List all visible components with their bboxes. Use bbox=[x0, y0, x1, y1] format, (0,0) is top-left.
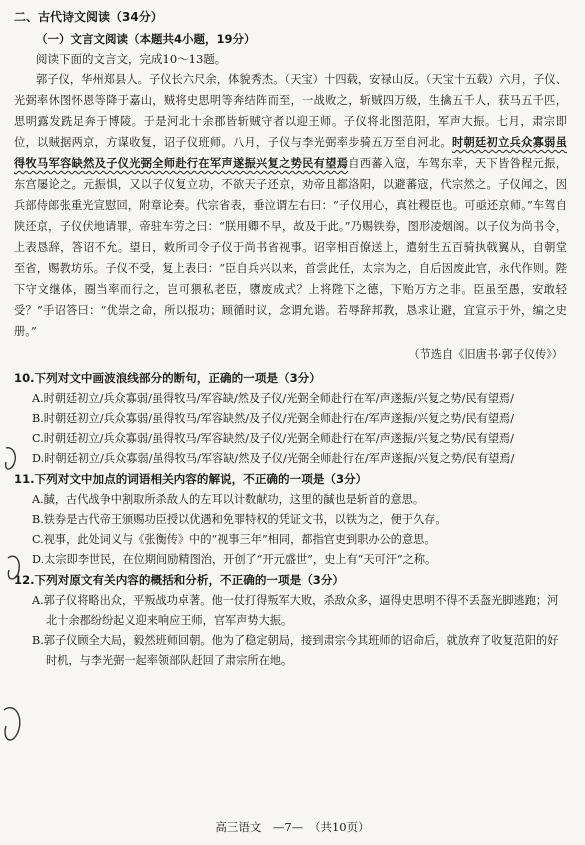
option-a: A.郭子仪将略出众，平叛战功卓著。他一仗打得叛军大败，杀敌众多，逼得史思明不得不丢盔光脚逃跑；河北十余郡纷纷起义迎来响应王师，官军声势大振。 bbox=[32, 594, 559, 627]
section-title: 二、古代诗文阅读（34分） bbox=[14, 10, 163, 24]
option-c: C.视事，此处词义与《张衡传》中的“视事三年”相同，都指官吏到职办公的意思。 bbox=[32, 533, 436, 546]
question-11 bbox=[14, 469, 567, 570]
passage-part2: 自西蕃入寇，车驾东幸，天下皆咎程元振，东宫屡论之。元振惧，又以子仪复立功，不欲天子还京，劝帝且都洛阳，以避蕃寇，代宗然之。子仪闻之，因兵部侍郎张重光宣慰回，附章论奏。代宗省表，垂泣谓左右曰：“子仪用心，真社稷臣也。可亟还京师。”车驾自陕还京，子仪伏地请罪，帝驻车劳之曰：“朕用卿不早，故及于此。”乃赐铁券，图形凌烟阁。以子仪为尚书令，上表恳辞，答诏不允。望日，敕所司令子仪于尚书省视事。诏宰相百僚送上，遣射生五百骑执戟翼从，自朝堂至省，赐教坊乐。子仪不受，复上表曰：“臣自兵兴以来，首尝此任，太宗为之，自后因废此官，永代作则。陛下守文继体，圈当率而行之，岂可猥私老臣，隳废成式？上将陛下之德，下贻万方之非。臣虽至愚，安敢轻受？”手诏答曰：“优崇之命，所以报功；顾循时议，念谓允谐。若辱辞邦教，恳求让避，宜宣示于外，编之史册。” bbox=[14, 157, 567, 338]
wavy-underlined-sentence: 时朝廷初立兵众寡弱虽得牧马军容缺然及子仪光弼全师赴行在军声遂振兴复之势民有望焉 bbox=[14, 135, 567, 170]
question-stem: 10.下列对文中画波浪线部分的断句，正确的一项是（3分） bbox=[14, 371, 321, 385]
question-12 bbox=[14, 570, 567, 671]
question-stem: 11.下列对文中加点的词语相关内容的解说，不正确的一项是（3分） bbox=[14, 472, 368, 486]
option-c: C.时朝廷初立/兵众寡弱/虽得牧马/军容缺然/及子仪/光弼全师赴行在军/声遂振/兴复之势/民有望焉/ bbox=[32, 432, 514, 445]
question-stem: 12.下列对原文有关内容的概括和分析，不正确的一项是（3分） bbox=[14, 573, 345, 587]
page-footer: 高三语文 —7— （共10页） bbox=[215, 820, 370, 834]
option-b: B.时朝廷初立/兵众寡弱/虽得牧马/军容缺然/及子仪/光弼全师赴行在/军声遂振/兴复之势/民有望焉/ bbox=[32, 412, 515, 425]
instruction: 阅读下面的文言文，完成10～13题。 bbox=[36, 52, 227, 66]
option-b: B.铁券是古代帝王颁赐功臣授以优遇和免罪特权的凭证文书，以铁为之，便于久存。 bbox=[32, 513, 447, 526]
option-b: B.郭子仪顾全大局，毅然班师回朝。他为了稳定朝局，接到肃宗今其班师的诏命后，就放弃了收复范阳的好时机，与李光弼一起率领部队赶回了肃宗所在地。 bbox=[32, 634, 559, 667]
option-d: D.时朝廷初立/兵众寡弱/虽得牧马/军容缺/然及子仪/光弼全师赴行在/军声遂振/兴复之势/民有望焉/ bbox=[32, 452, 515, 465]
option-a: A.馘，古代战争中割取所杀敌人的左耳以计数献功，这里的馘也是斩首的意思。 bbox=[32, 493, 425, 506]
question-10 bbox=[14, 368, 567, 469]
option-d: D.太宗即李世民，在位期间励精图治，开创了“开元盛世”，史上有“天可汗”之称。 bbox=[32, 553, 437, 566]
classical-passage bbox=[14, 69, 567, 342]
option-a: A.时朝廷初立/兵众寡弱/虽得牧马/军容缺/然及子仪/光弼全师赴行在军/声遂振/兴复之势/民有望焉/ bbox=[32, 392, 514, 405]
subsection-title: （一）文言文阅读（本题共4小题，19分） bbox=[36, 32, 256, 46]
passage-source: （节选自《旧唐书·郭子仪传》） bbox=[408, 348, 563, 361]
passage-part1: 郭子仪，华州郑县人。子仪长六尺余，体貌秀杰。（天宝）十四载，安禄山反。（天宝十五载）六月，子仪、光弼率休图怀恩等降于嘉山，贼将史思明等奔结阵而至，一战败之，斩贼四万级，生擒五千人，获马五千匹，思明露发跣足奔于博陵。于是河北十余郡皆斩贼守者以迎王师。子仪将北图范阳，军声大振。七月，肃宗即位，以贼据两京，方谋收复，诏子仪班师。八月，子仪与李光弼率步骑五万至自河北。 bbox=[14, 73, 567, 149]
